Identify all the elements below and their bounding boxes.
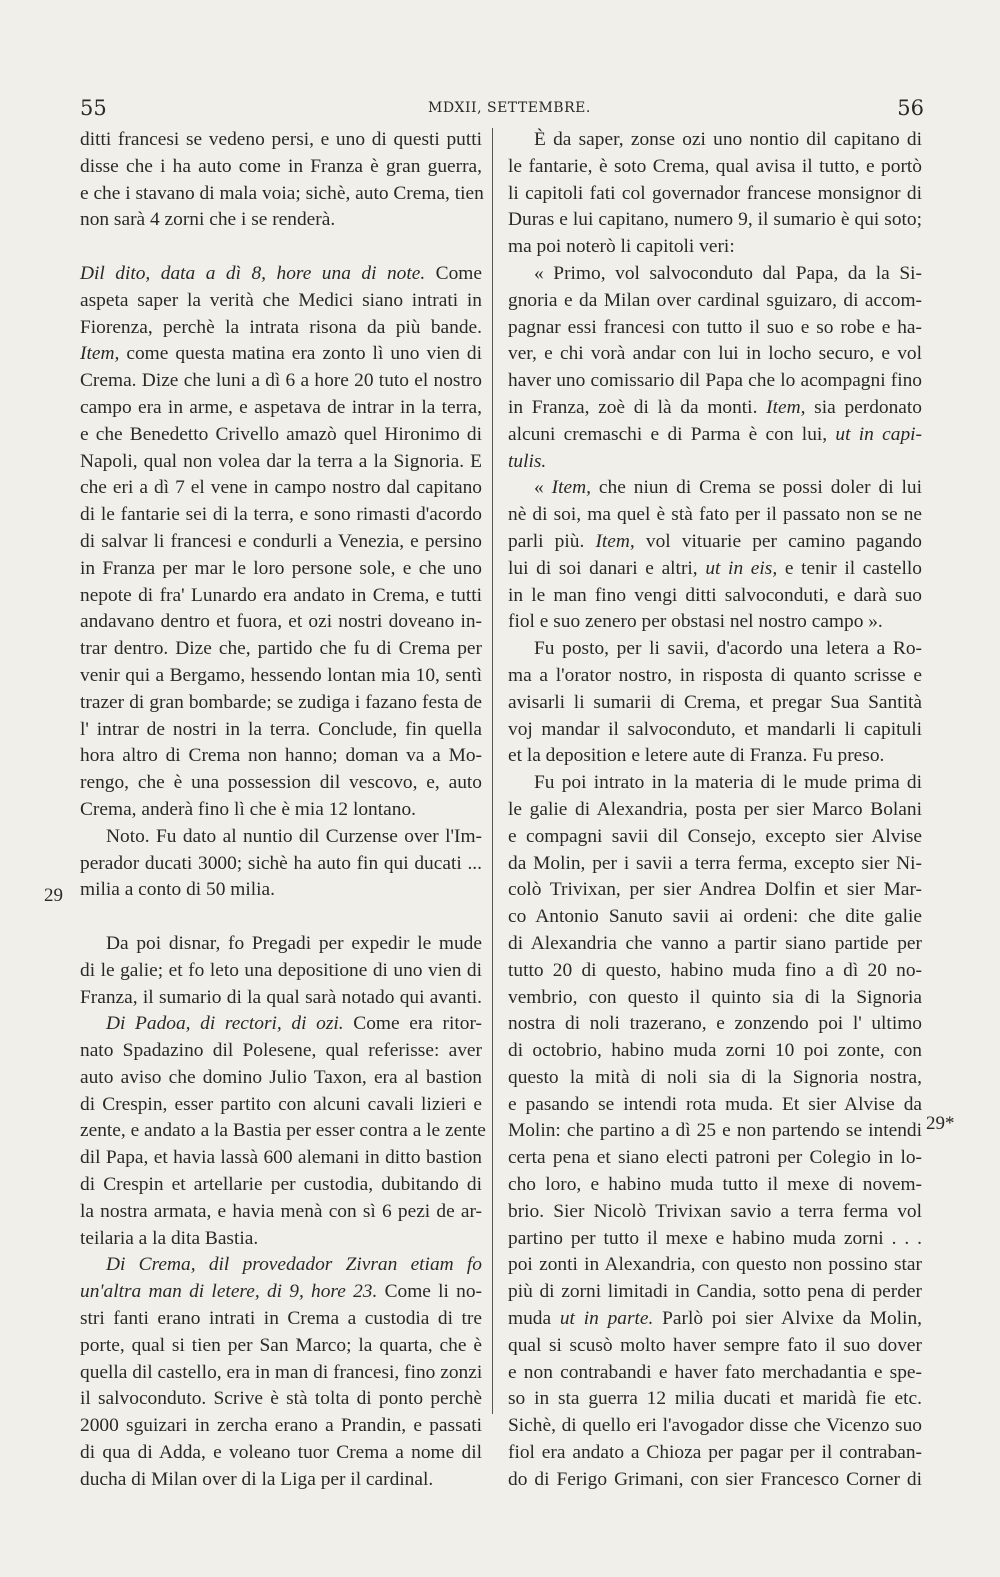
text-line: Fu posto, per li savii, d'acordo una letera a Ro- [534, 638, 922, 660]
right-margin-marker: 29* [926, 1113, 955, 1134]
italic-text: ut in capi- [835, 423, 923, 445]
text-line: È da saper, zonse ozi uno nontio dil capitano di [534, 129, 922, 150]
text-line: ver, e chi vorà andar con lui in locho securo, e vol [508, 343, 922, 365]
text-line: di octobrio, habino muda zorni 10 poi zonte, con [508, 1040, 922, 1062]
text-line: di Alexandria che vanno a partir siano partide per [508, 932, 922, 954]
text-run: come questa matina era zonto lì uno vien di [119, 343, 482, 365]
text-line: poi zonti in Alexandria, con questo non possino star [508, 1254, 922, 1276]
text-run: e tenir il castello [777, 557, 923, 579]
running-header [0, 96, 1000, 126]
running-title: MDXII, SETTEMBRE. [428, 100, 591, 116]
text-line: et la deposition e letere aute di Franza. Fu preso. [508, 745, 885, 767]
left-text-column [80, 127, 486, 1494]
text-line [508, 475, 922, 502]
text-run: lui di soi danari e altri, [508, 557, 706, 579]
text-run: « [534, 477, 552, 499]
text-line: auto aviso che domino Julio Taxon, era al bastion [80, 1066, 482, 1088]
text-line: Duras e lui capitano, numero 9, il sumario è qui soto; [508, 209, 922, 231]
italic-text: Dil dito, data a dì 8, hore una di note. [80, 262, 426, 284]
left-margin-marker: 29 [44, 885, 63, 906]
text-line: di qua di Adda, e voleano tuor Crema a nome dil [80, 1442, 482, 1464]
paragraph-gap [80, 904, 482, 931]
text-line: stri fanti erano intrati in Crema a custodia di tre [80, 1308, 482, 1330]
text-line: le galie di Alexandria, posta per sier Marco Bolani [508, 798, 922, 820]
text-line: ma poi noterò li capitoli veri: [508, 236, 735, 258]
text-line: li capitoli fati col governador francese monsignor di [508, 182, 922, 204]
text-line: e non contrabandi e haver fato merchadantia e spe- [508, 1361, 922, 1383]
text-line: nè di soi, ma quel è stà fato per il passato non se ne [508, 504, 922, 526]
text-line: di Crespin, esser partito con alcuni cavali lizieri e [80, 1093, 482, 1115]
text-line: e pasando se intendi rota muda. Et sier Alvise da [508, 1093, 922, 1115]
text-line: il salvoconduto. Scrive è stà tolta di ponto perchè [80, 1388, 482, 1410]
right-text-column [508, 127, 922, 1494]
text-line: la nostra armata, e havia menà con sì 6 pezi de ar- [80, 1200, 482, 1222]
text-line: di Crespin et artellarie per custodia, dubitando di [80, 1174, 482, 1196]
text-line: disse che i ha auto come in Franza è gran guerra, [80, 155, 482, 177]
text-line: aspeta saper la verità che Medici siano intrati in [80, 289, 482, 311]
text-line: trazer di gran bombarde; se zudiga i fazano festa de [80, 691, 482, 713]
text-line: nepote di fra' Lunardo era andato in Crema, e tutti [80, 584, 482, 606]
text-line [508, 1306, 922, 1333]
text-line: e che Benedetto Crivello amazò quel Hironimo di [80, 423, 482, 445]
text-run: che niun di Crema se possi doler di lui [590, 477, 922, 499]
text-line [508, 395, 922, 422]
text-line: brio. Sier Nicolò Trivixan savio a terra ferma vol [508, 1200, 922, 1222]
text-line: fiol era andato a Chioza per pagar per il contraban- [508, 1442, 922, 1464]
text-line: Napoli, qual non volea dar la terra a la Signoria. E [80, 450, 482, 472]
text-line: qual si scusò molto haver sempre fato il suo dover [508, 1334, 922, 1356]
text-line [80, 1252, 482, 1279]
text-line: voj mandar il salvoconduto, et mandarli li capituli [508, 718, 922, 740]
text-run: Come li no- [377, 1281, 482, 1303]
text-run: Parlò poi sier Alvixe da Molin, [653, 1308, 922, 1330]
text-line: Da poi disnar, fo Pregadi per expedir le mude [106, 932, 482, 954]
text-line [508, 556, 922, 583]
text-line: so in sta guerra 12 milia ducati et maridà fie etc. [508, 1388, 922, 1410]
text-line: Crema. Dize che luni a dì 6 a hore 20 tuto el nostro [80, 370, 482, 392]
text-line: partino per tutto il mexe e habino muda zorni . . . [508, 1227, 922, 1249]
text-line [80, 261, 482, 288]
text-run: Come era ritor- [343, 1013, 482, 1035]
text-line: Crema, anderà fino lì che è mia 12 lontano. [80, 798, 416, 820]
text-run: Come [425, 262, 482, 284]
text-line: rengo, che è una possession dil vescovo, e, auto [80, 772, 482, 794]
text-line: ditti francesi se vedeno persi, e uno di questi putti [80, 129, 482, 150]
text-line: fiol e suo zenero per obstasi nel nostro campo ». [508, 611, 883, 633]
text-line [508, 529, 922, 556]
text-line: tutto 20 di questo, habino muda fino a dì 20 no- [508, 959, 922, 981]
text-line: hora altro di Crema non hanno; doman va a Mo- [80, 745, 482, 767]
text-line: certa pena et siano electi patroni per Colegio in lo- [508, 1147, 922, 1169]
text-line: di salvar li francesi e condurli a Venezia, e persino [80, 530, 482, 552]
text-line: quella dil castello, era in man di francesi, fino zonzi [80, 1361, 483, 1383]
text-run: parli più. [508, 530, 596, 552]
text-line: nostra di noli trazerano, e zonzendo poi l' ultimo [508, 1013, 922, 1035]
text-line: più di zorni limitadi in Candia, sotto pena di perder [508, 1281, 922, 1303]
text-line [80, 1011, 482, 1038]
text-line [80, 341, 482, 368]
text-line [508, 449, 922, 476]
text-line: Franza, il sumario di la qual sarà notado qui avanti. [80, 986, 482, 1008]
text-run: vol vituarie per camino pagando [634, 530, 923, 552]
text-line: ma a l'orator nostro, in risposta di quanto scrisse e [508, 664, 922, 686]
text-line: avisarli li sumarii di Crema, et pregar Sua Santità [508, 691, 922, 713]
text-line: trar dentro. Dize che, partido che fu di Crema per [80, 638, 482, 660]
italic-text: tulis. [508, 450, 547, 472]
text-line: milia a conto di 50 milia. [80, 879, 275, 901]
text-line: di le galie; et fo leto una depositione di uno vien di [80, 959, 482, 981]
italic-text: Di Padoa, di rectori, di ozi. [106, 1013, 344, 1035]
italic-text: Item, [595, 530, 635, 552]
italic-text: un'altra man di letere, di 9, hore 23. [80, 1281, 378, 1303]
text-line [80, 1279, 482, 1306]
text-run: sia perdonato [805, 396, 922, 418]
text-line: di le fantarie sei di la terra, e sono rimasti d'acordo [80, 504, 482, 526]
italic-text: Item, [80, 343, 120, 365]
text-line: andavano dentro et fuora, et ozi nostri doveano in- [80, 611, 482, 633]
text-line: 2000 sguizari in zercha erano a Prandin, e passati [80, 1415, 482, 1437]
text-line: e che i stavano di mala voia; sichè, auto Crema, tien [80, 182, 484, 204]
text-line: nato Spadazino dil Polesene, qual referisse: aver [80, 1040, 482, 1062]
text-line: haver uno comissario dil Papa che lo acompagni fino [508, 370, 922, 392]
text-line: perador ducati 3000; sichè ha auto fin qui ducati ... [80, 852, 482, 874]
text-line: le fantarie, è soto Crema, qual avisa il tutto, e portò [508, 155, 922, 177]
text-line: vembrio, con questo il quinto sia di la Signoria [508, 986, 922, 1008]
text-line: cho loro, e habino muda tutto il mexe di novem- [508, 1174, 922, 1196]
text-line: colò Trivixan, per sier Andrea Dolfin et sier Mar- [508, 879, 922, 901]
text-line: do di Ferigo Grimani, con sier Francesco Corner di [508, 1468, 922, 1490]
text-line: co Antonio Sanuto savii ai ordeni: che dite galie [508, 906, 922, 928]
text-line: « Primo, vol salvoconduto dal Papa, da la Si- [534, 262, 922, 284]
text-line: Fiorenza, perchè la intrata risona da più bande. [80, 316, 482, 338]
text-line [508, 422, 922, 449]
text-line: pagnar essi francesi con tutto il suo e so robe e ha- [508, 316, 922, 338]
text-line: l' intrar de nostri in la terra. Conclude, fin quella [80, 718, 482, 740]
italic-text: ut in parte. [559, 1308, 654, 1330]
left-page-number: 55 [80, 96, 107, 120]
text-line: Fu poi intrato in la materia di le mude prima di [534, 772, 922, 794]
text-line: che eri a dì 7 el vene in campo nostro dal capitano [80, 477, 482, 499]
text-line: questo la mità di noli sia di la Signoria nostra, [508, 1066, 922, 1088]
text-run: alcuni cremaschi e di Parma è con lui, [508, 423, 836, 445]
paragraph-gap [80, 234, 482, 261]
text-line: dil Papa, et havia lassà 600 alemani in ditto bastion [80, 1147, 482, 1169]
text-line: in le man fino vengi ditti salvoconduti, e darà suo [508, 584, 922, 606]
text-line: non sarà 4 zorni che i se renderà. [80, 209, 336, 231]
column-divider [492, 128, 493, 1414]
italic-text: Di Crema, dil provedador Zivran etiam fo [106, 1254, 482, 1276]
text-line: in Franza per mar le loro persone sole, e che uno [80, 557, 482, 579]
text-line: e compagni savii dil Consejo, excepto sier Alvise [508, 825, 922, 847]
text-line: gnoria e da Milan over cardinal sguizaro, di accom- [508, 289, 922, 311]
text-line: da Molin, per i savii a terra ferma, excepto sier Ni- [508, 852, 922, 874]
text-line: zente, e andato a la Bastia per esser contra a le zente [80, 1120, 486, 1142]
text-run: muda [508, 1308, 560, 1330]
italic-text: Item, [551, 477, 591, 499]
text-line: Noto. Fu dato al nuntio dil Curzense over l'Im- [106, 825, 482, 847]
text-line: Sichè, di quello eri l'avogador disse che Vicenzo suo [508, 1415, 922, 1437]
text-line: Molin: che partino a dì 25 e non partendo se intendi [508, 1120, 922, 1142]
italic-text: ut in eis, [705, 557, 778, 579]
text-run: in Franza, zoè di là da monti. [508, 396, 767, 418]
right-page-number: 56 [897, 96, 924, 120]
text-line: porte, qual si tien per San Marco; la quarta, che è [80, 1334, 482, 1356]
italic-text: Item, [766, 396, 806, 418]
text-line: ducha di Milan over di la Liga per il cardinal. [80, 1468, 434, 1490]
text-line: teilaria a la dita Bastia. [80, 1227, 259, 1249]
text-line: venir qui a Bergamo, hessendo lontan mia 10, sentì [80, 664, 482, 686]
text-line: campo era in arme, e aspetava de intrar in la terra, [80, 396, 482, 418]
